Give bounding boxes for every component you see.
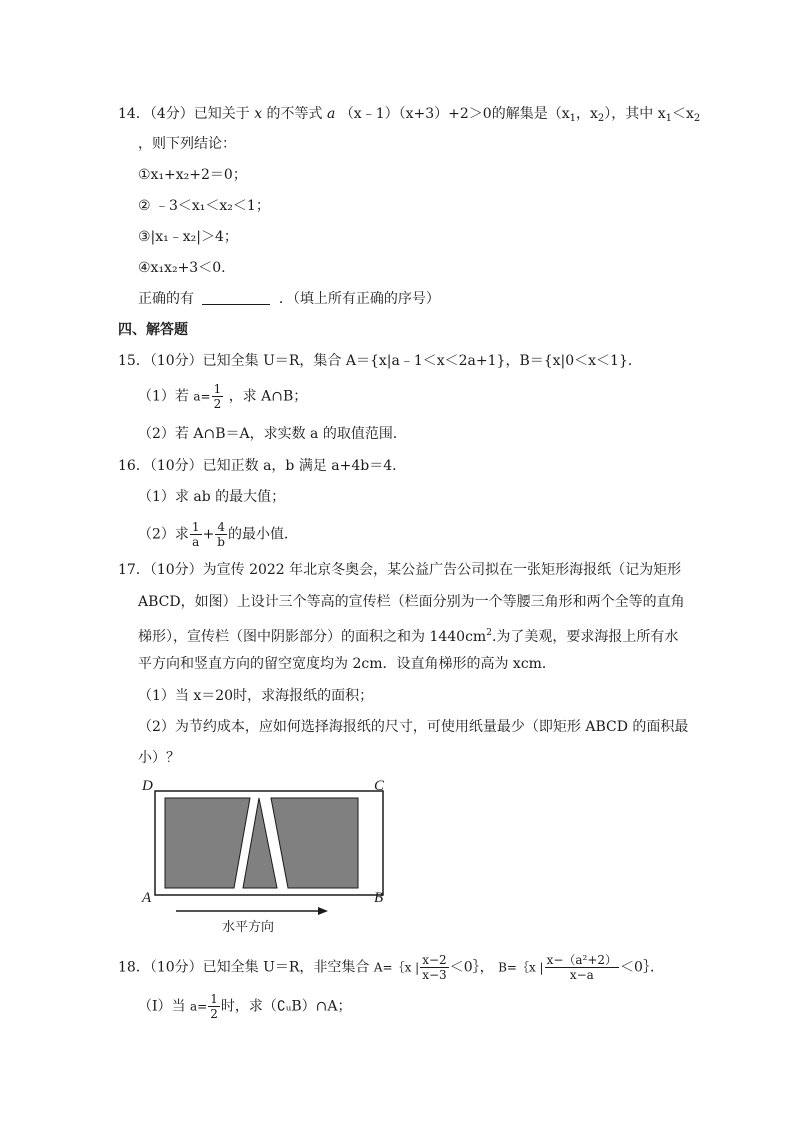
q16-part1: （1）求 ab 的最大值； [138,489,286,505]
right-trapezoid [271,798,358,888]
q18-frac-den: 2 [210,1007,218,1021]
q14-line2: ，则下列结论： [138,136,236,152]
q18-part1-a: a= [189,999,208,1014]
q16-frac2-den: b [217,535,225,549]
q18-setA-fraction [420,953,448,982]
q17-part1: （1）当 x＝20时，求海报纸的面积； [138,688,374,704]
q18-head: 18．（10分）已知全集 U＝R，非空集合 [118,959,370,976]
q14-line1 [118,104,700,129]
label-d: D [142,778,153,794]
q14-answer-post: ．（填上所有正确的序号） [278,291,440,307]
q15-part2: （2）若 A∩B＝A，求实数 a 的取值范围． [138,426,407,442]
q18-setB-den: x−a [569,968,594,982]
q14-lt: ＜x [671,106,694,122]
q16-frac2-num: 4 [217,520,225,534]
q18-setB-pre: B=｛x | [498,960,544,975]
q14-answer-line [138,289,440,309]
q14-mid: 的不等式 [266,106,323,122]
label-b: B [374,890,384,906]
q14-tail: ），其中 x [604,106,666,122]
q14-conclusion-2: ② ﹣3＜x₁＜x₂＜1； [138,198,270,214]
q14-var-x: x [254,106,263,122]
q17-line1: 17．（10分）为宣传 2022 年北京冬奥会，某公益广告公司拟在一张矩形海报纸（记为矩形 [118,562,682,578]
q14-sub4: 2 [693,113,701,124]
q15-frac-num: 1 [213,382,222,396]
q15-line1: 15．（10分）已知全集 U＝R，集合 A＝{x|a﹣1＜x＜2a+1}，B＝{x|0＜x＜1}． [118,353,642,369]
q15-part1-a: a= [193,389,211,404]
q14-conclusion-3: ③|x₁﹣x₂|＞4； [138,229,238,245]
section-heading: 四、解答题 [118,322,188,338]
q14-conclusion-4: ④x₁x₂+3＜0. [138,260,226,276]
q14-answer-pre: 正确的有 [138,291,194,307]
arrow-label: 水平方向 [222,920,275,935]
q18-setA-den: x−3 [422,968,447,982]
label-c: C [374,778,385,794]
q17-line4: 平方向和竖直方向的留空宽度均为 2cm．设直角梯形的高为 xcm． [138,656,556,672]
q15-part1 [138,382,307,411]
q17-part2b: 小）？ [138,750,180,766]
q18-part1-pre: （I）当 [138,998,186,1015]
q17-sup: 2 [486,628,492,638]
poster-figure [138,774,398,936]
q16-part2-post: 的最小值． [227,526,298,543]
left-trapezoid [165,798,250,888]
q18-setA-num: x−2 [422,953,447,967]
q18-fraction [208,992,220,1021]
q16-plus: + [202,526,215,543]
label-a: A [142,890,152,906]
q18-setA-post: ＜0｝， [449,959,494,976]
q15-frac-den: 2 [213,397,222,411]
q16-line1: 16．（10分）已知正数 a，b 满足 a+4b＝4． [118,458,407,474]
q14-sub2: 2 [597,113,605,124]
q14-expr: （x﹣1）（x+3）+2＞0的解集是（x [339,106,570,122]
q18-frac-num: 1 [210,992,218,1006]
q18-setA-pre: A=｛x | [373,960,420,975]
q17-line3-pre: 梯形），宣传栏（图中阴影部分）的面积之和为 1440cm [138,629,487,645]
q15-fraction [212,382,224,411]
q16-fraction-1 [190,520,202,549]
q18-part1 [138,992,351,1021]
q16-frac1-den: a [192,535,200,549]
q18-line1 [118,953,664,982]
q14-conclusion-1: ①x₁+x₂+2＝0； [138,167,247,183]
q14-var-a: a [327,106,336,122]
q17-part2a: （2）为节约成本，应如何选择海报纸的尺寸，可使用纸量最少（即矩形 ABCD 的面积最 [138,719,689,735]
q16-fraction-2 [215,520,227,549]
q15-part1-post: ，求 A∩B； [228,388,308,405]
q18-setB-num: x−（a²+2） [546,953,618,967]
q14-head: 14．（4分）已知关于 [118,106,250,122]
q14-sub3: 1 [665,113,672,124]
q18-setB-post: ＜0｝． [620,959,664,976]
q14-sub1: 1 [569,113,576,124]
q18-setB-fraction [545,953,619,982]
q15-part1-pre: （1）若 [138,388,189,405]
arrow-head-icon [318,907,328,915]
q17-line3 [138,623,678,647]
q16-part2-pre: （2）求 [138,526,189,543]
q14-comma: ，x [575,106,598,122]
q18-part1-post: 时，求（∁ᵤB）∩A； [220,998,352,1015]
q14-answer-blank [202,290,270,305]
q17-line2: ABCD，如图）上设计三个等高的宣传栏（栏面分别为一个等腰三角形和两个全等的直角 [138,594,685,610]
q16-frac1-num: 1 [191,520,200,534]
q16-part2 [138,520,298,549]
q17-line3-post: .为了美观，要求海报上所有水 [491,629,679,645]
